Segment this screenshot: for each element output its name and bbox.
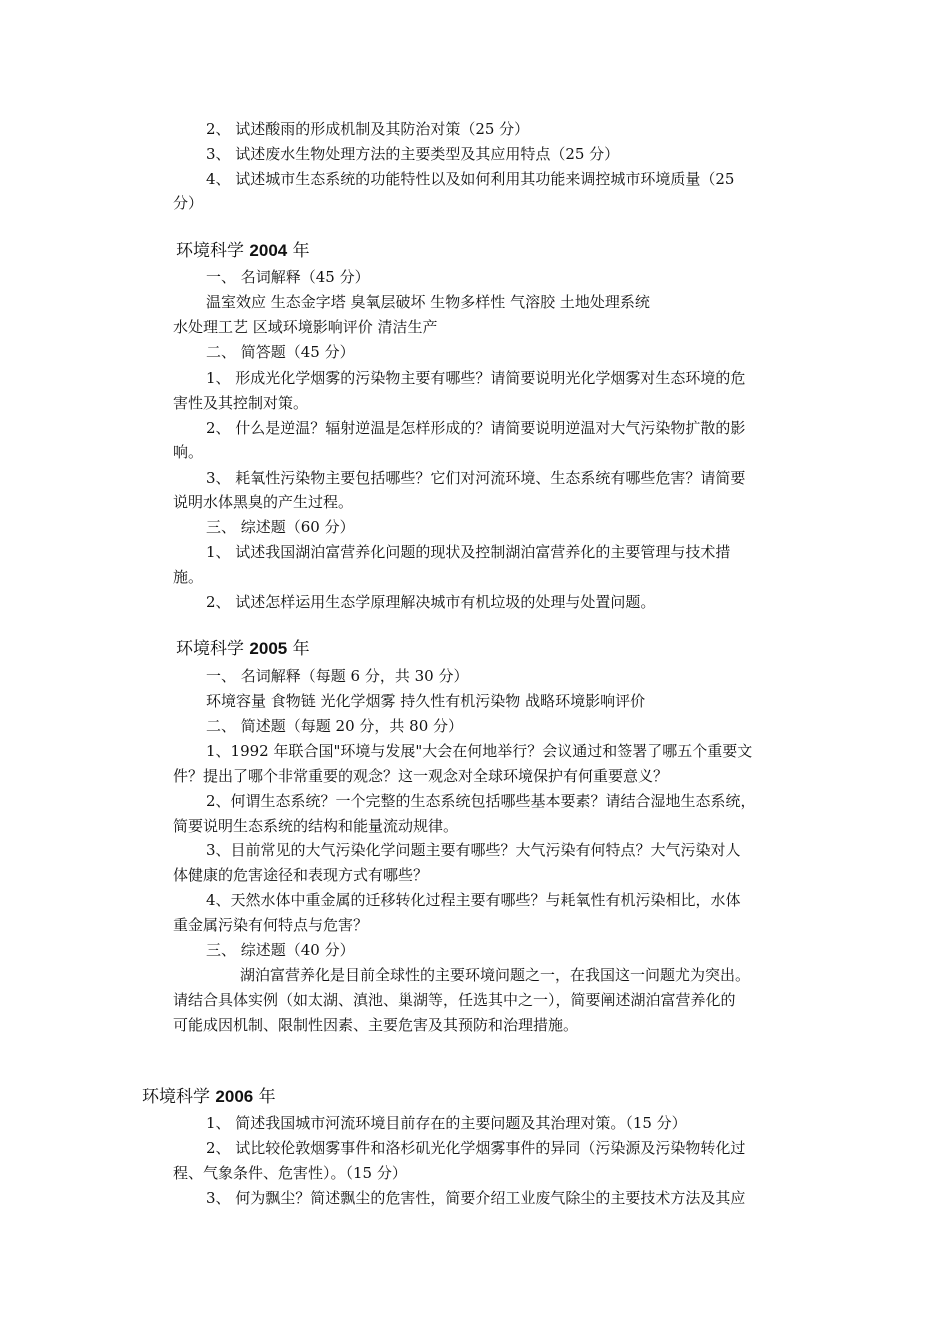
question-line: 2、何谓生态系统？一个完整的生态系统包括哪些基本要素？请结合湿地生态系统， (206, 792, 756, 810)
title-text: 年 (287, 639, 310, 659)
title-text: 环境科学 (142, 1087, 216, 1107)
paragraph-line: 可能成因机制、限制性因素、主要危害及其预防和治理措施。 (173, 1016, 579, 1034)
question-line: 2、 什么是逆温？辐射逆温是怎样形成的？请简要说明逆温对大气污染物扩散的影 (206, 419, 746, 437)
subsection-heading: 二、 简答题（45 分） (206, 343, 355, 361)
question-line: 分） (173, 194, 204, 212)
subsection-heading: 三、 综述题（60 分） (206, 518, 355, 536)
question-line: 响。 (173, 443, 204, 461)
question-line: 2、 试比较伦敦烟雾事件和洛杉矶光化学烟雾事件的异同（污染源及污染物转化过 (206, 1139, 746, 1157)
question-line: 1、 试述我国湖泊富营养化问题的现状及控制湖泊富营养化的主要管理与技术措 (206, 543, 731, 561)
question-line: 1、1992 年联合国"环境与发展"大会在何地举行？会议通过和签署了哪五个重要文 (206, 742, 753, 760)
question-line: 1、 形成光化学烟雾的污染物主要有哪些？请简要说明光化学烟雾对生态环境的危 (206, 369, 746, 387)
question-line: 程、气象条件、危害性）。（15 分） (173, 1164, 407, 1182)
question-line: 4、 试述城市生态系统的功能特性以及如何利用其功能来调控城市环境质量（25 (206, 170, 735, 188)
terms-line: 温室效应 生态金字塔 臭氧层破坏 生物多样性 气溶胶 土地处理系统 (206, 293, 650, 311)
title-text: 环境科学 (176, 241, 250, 261)
question-line: 重金属污染有何特点与危害？ (173, 916, 369, 934)
question-line: 2、 试述怎样运用生态学原理解决城市有机垃圾的处理与处置问题。 (206, 593, 656, 611)
question-line: 简要说明生态系统的结构和能量流动规律。 (173, 817, 459, 835)
question-line: 4、天然水体中重金属的迁移转化过程主要有哪些？与耗氧性有机污染相比，水体 (206, 891, 741, 909)
title-text: 环境科学 (176, 639, 250, 659)
question-line: 3、目前常见的大气污染化学问题主要有哪些？大气污染有何特点？大气污染对人 (206, 841, 741, 859)
question-line: 说明水体黑臭的产生过程。 (173, 493, 354, 511)
question-line: 2、 试述酸雨的形成机制及其防治对策（25 分） (206, 120, 530, 138)
terms-line: 环境容量 食物链 光化学烟雾 持久性有机污染物 战略环境影响评价 (206, 692, 646, 710)
question-line: 害性及其控制对策。 (173, 394, 309, 412)
title-year: 2006 (215, 1087, 254, 1106)
question-line: 3、 何为飘尘？简述飘尘的危害性，简要介绍工业废气除尘的主要技术方法及其应 (206, 1189, 746, 1207)
question-line: 施。 (173, 568, 204, 586)
title-text: 年 (253, 1087, 276, 1107)
title-year: 2005 (249, 639, 288, 658)
subsection-heading: 一、 名词解释（每题 6 分，共 30 分） (206, 667, 469, 685)
section-title-2004 (176, 240, 310, 262)
title-text: 年 (287, 241, 310, 261)
question-line: 3、 耗氧性污染物主要包括哪些？它们对河流环境、生态系统有哪些危害？请简要 (206, 469, 746, 487)
subsection-heading: 一、 名词解释（45 分） (206, 268, 370, 286)
question-line: 3、 试述废水生物处理方法的主要类型及其应用特点（25 分） (206, 145, 620, 163)
section-title-2006 (142, 1086, 276, 1108)
section-title-2005 (176, 638, 310, 660)
subsection-heading: 二、 简述题（每题 20 分，共 80 分） (206, 717, 464, 735)
terms-line: 水处理工艺 区域环境影响评价 清洁生产 (173, 318, 438, 336)
question-line: 体健康的危害途径和表现方式有哪些？ (173, 866, 429, 884)
paragraph-line: 请结合具体实例（如太湖、滇池、巢湖等，任选其中之一），简要阐述湖泊富营养化的 (173, 991, 736, 1009)
question-line: 件？提出了哪个非常重要的观念？这一观念对全球环境保护有何重要意义？ (173, 767, 669, 785)
title-year: 2004 (249, 241, 288, 260)
subsection-heading: 三、 综述题（40 分） (206, 941, 355, 959)
paragraph-line: 湖泊富营养化是目前全球性的主要环境问题之一，在我国这一问题尤为突出。 (240, 966, 751, 984)
question-line: 1、 简述我国城市河流环境目前存在的主要问题及其治理对策。（15 分） (206, 1114, 687, 1132)
